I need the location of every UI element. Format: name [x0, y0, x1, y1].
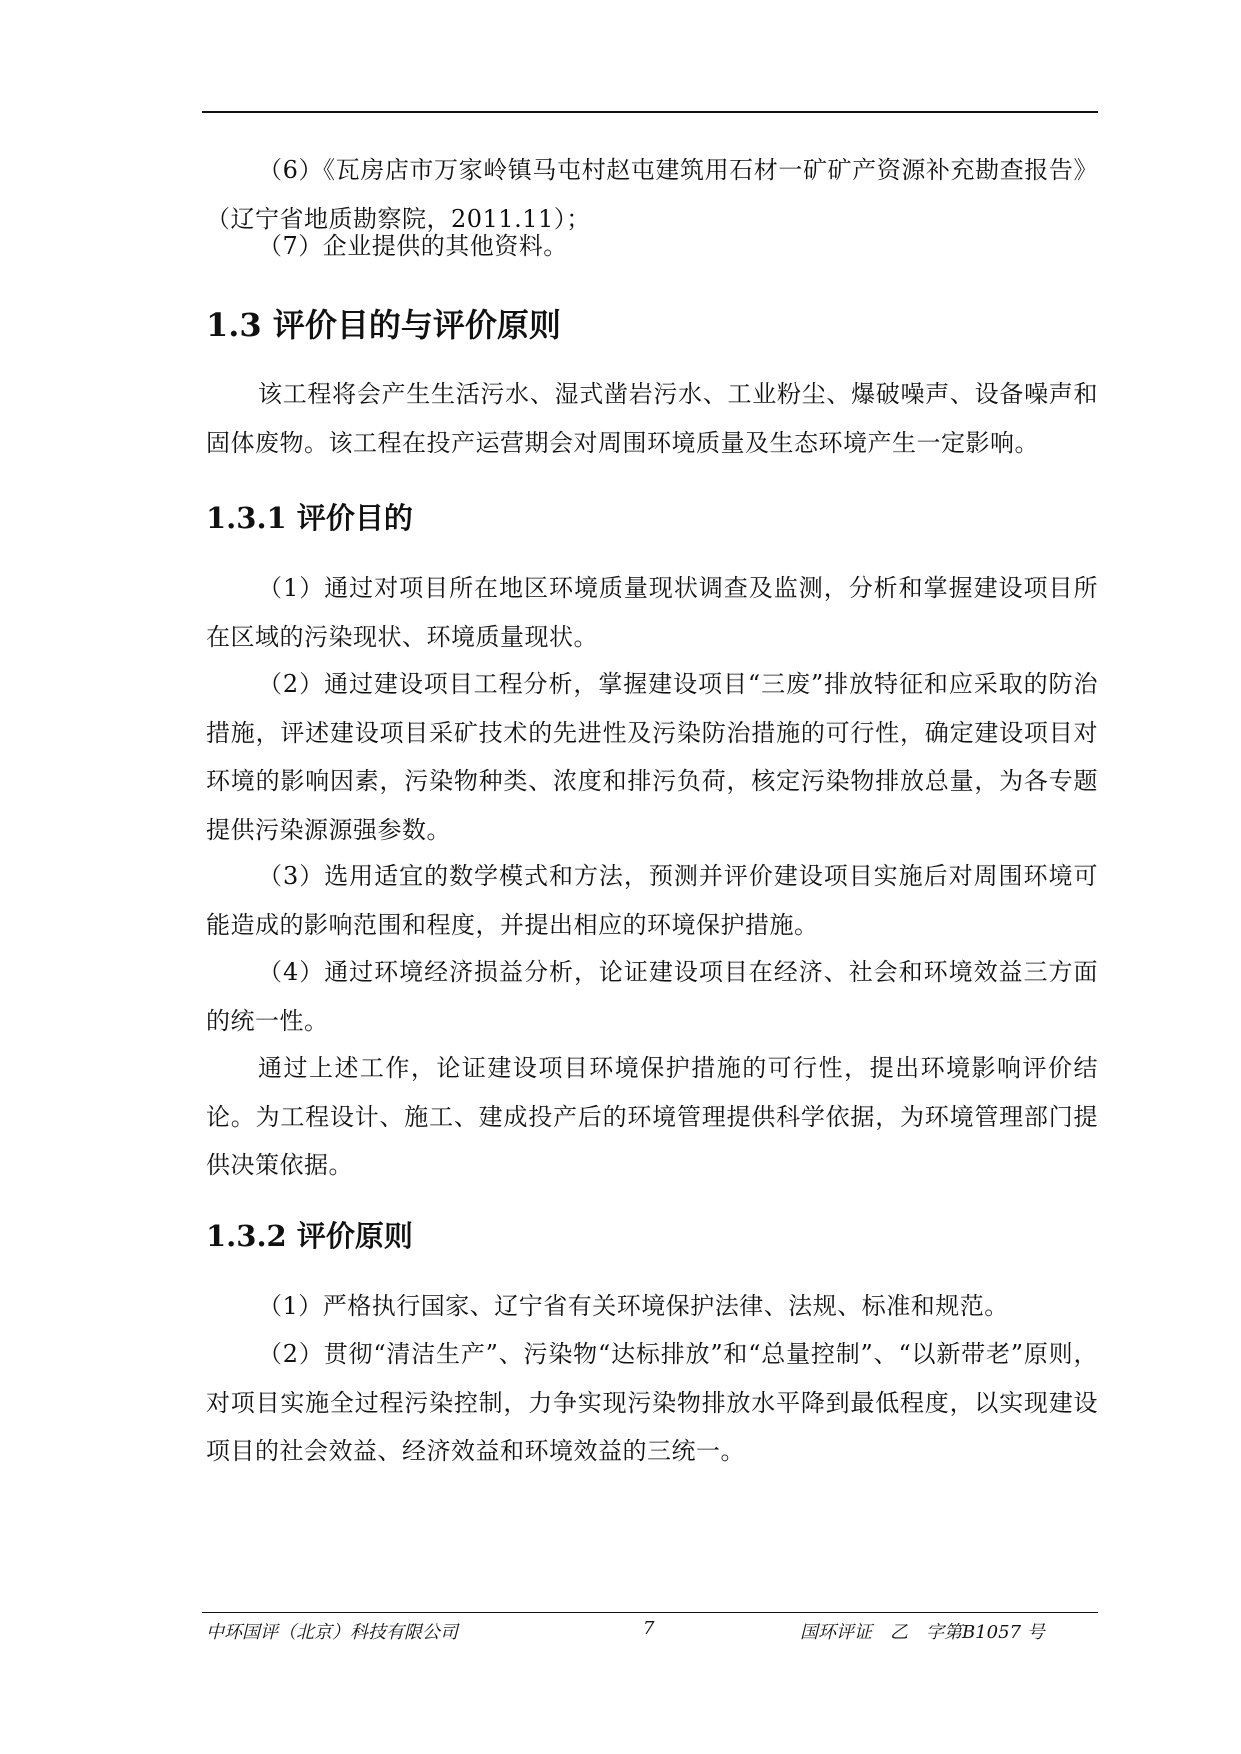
section-heading-1-3-1: 1.3.1 评价目的 — [206, 501, 413, 535]
footer-certificate: 国环评证 乙 字第B1057 号 — [800, 1622, 1045, 1643]
section-1-3-intro: 该工程将会产生生活污水、湿式凿岩污水、工业粉尘、爆破噪声、设备噪声和固体废物。该工程在投产运营期会对周围环境质量及生态环境产生一定影响。 — [206, 380, 1098, 457]
purpose-item-4: （4）通过环境经济损益分析，论证建设项目在经济、社会和环境效益三方面的统一性。 — [206, 958, 1098, 1035]
footer-rule — [202, 1612, 1098, 1613]
section-heading-1-3-2: 1.3.2 评价原则 — [206, 1219, 413, 1253]
purpose-item-1: （1）通过对项目所在地区环境质量现状调查及监测，分析和掌握建设项目所在区域的污染现状、环境质量现状。 — [206, 574, 1098, 651]
principle-item-1: （1）严格执行国家、辽宁省有关环境保护法律、法规、标准和规范。 — [258, 1292, 1009, 1320]
reference-item-7: （7）企业提供的其他资料。 — [258, 232, 568, 260]
footer-company: 中环国评（北京）科技有限公司 — [206, 1622, 458, 1643]
header-rule — [202, 111, 1098, 113]
footer-page-number: 7 — [643, 1618, 655, 1639]
principle-item-2: （2）贯彻“清洁生产”、污染物“达标排放”和“总量控制”、“以新带老”原则，对项目实施全过程污染控制，力争实现污染物排放水平降到最低程度，以实现建设项目的社会效益、经济效益和环境效益的三统一。 — [206, 1340, 1098, 1465]
purpose-item-3: （3）选用适宜的数学模式和方法，预测并评价建设项目实施后对周围环境可能造成的影响范围和程度，并提出相应的环境保护措施。 — [206, 862, 1098, 939]
section-heading-1-3: 1.3 评价目的与评价原则 — [206, 306, 561, 344]
purpose-conclusion: 通过上述工作，论证建设项目环境保护措施的可行性，提出环境影响评价结论。为工程设计、施工、建成投产后的环境管理提供科学依据，为环境管理部门提供决策依据。 — [206, 1054, 1098, 1179]
purpose-item-2: （2）通过建设项目工程分析，掌握建设项目“三废”排放特征和应采取的防治措施，评述建设项目采矿技术的先进性及污染防治措施的可行性，确定建设项目对环境的影响因素，污染物种类、浓度和排污负荷，核定污染物排放总量，为各专题提供污染源源强参数。 — [206, 670, 1098, 844]
reference-item-6: （6）《瓦房店市万家岭镇马屯村赵屯建筑用石材一矿矿产资源补充勘查报告》（辽宁省地质勘察院，2011.11）； — [206, 156, 1098, 233]
